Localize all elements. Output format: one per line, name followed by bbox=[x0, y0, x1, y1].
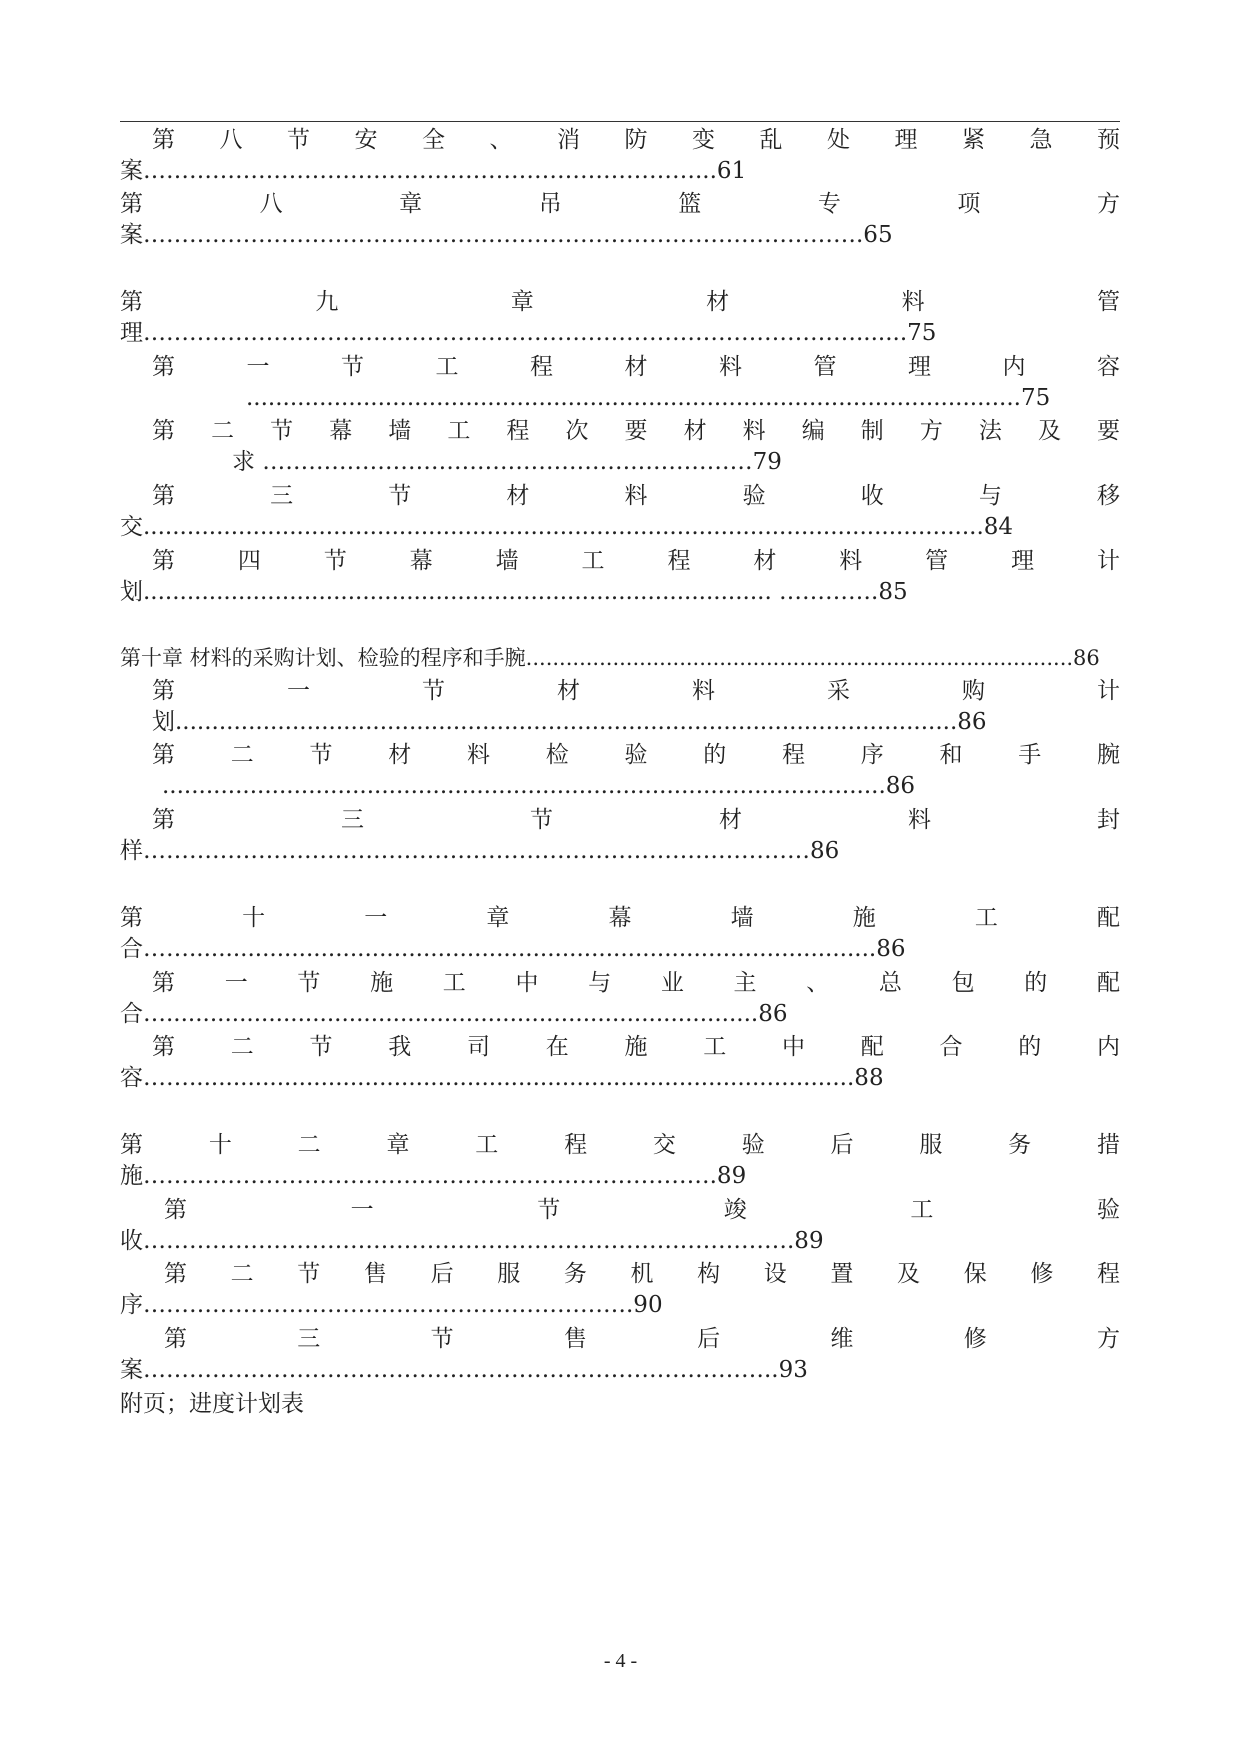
toc-char: 程 bbox=[667, 548, 691, 574]
toc-char: 项 bbox=[957, 191, 981, 217]
toc-char: 理 bbox=[908, 354, 931, 380]
toc-entry-c11-leader: 合……..............................................................................................86 bbox=[120, 936, 906, 962]
toc-char: 的 bbox=[1024, 970, 1048, 996]
toc-char: 章 bbox=[486, 905, 510, 931]
toc-char: 要 bbox=[1097, 418, 1120, 444]
toc-entry-s9-4-heading bbox=[152, 546, 1120, 576]
toc-char: 八 bbox=[219, 127, 243, 153]
toc-char: 法 bbox=[978, 418, 1002, 444]
toc-char: 节 bbox=[297, 1261, 321, 1287]
toc-char: 二 bbox=[230, 1261, 254, 1287]
toc-char: 章 bbox=[399, 191, 423, 217]
toc-char: 吊 bbox=[538, 191, 562, 217]
toc-char: 节 bbox=[287, 127, 310, 153]
toc-char: 墙 bbox=[730, 905, 754, 931]
toc-char: 材 bbox=[506, 483, 530, 509]
toc-char: 幕 bbox=[409, 548, 433, 574]
toc-entry-s8-8-leader: 案………………………………………………………………...61 bbox=[120, 158, 747, 184]
toc-char: 置 bbox=[830, 1261, 854, 1287]
toc-char: 第 bbox=[152, 807, 175, 833]
toc-char: 第 bbox=[152, 678, 175, 704]
toc-char: 篮 bbox=[678, 191, 702, 217]
toc-char: 采 bbox=[827, 678, 850, 704]
toc-entry-c12-heading bbox=[120, 1130, 1120, 1160]
toc-char: 料 bbox=[839, 548, 863, 574]
toc-char: 紧 bbox=[962, 127, 985, 153]
toc-entry-s12-3-leader: 案………………………………………………………………………..93 bbox=[120, 1357, 808, 1383]
toc-char: 节 bbox=[537, 1197, 561, 1223]
toc-char: 节 bbox=[297, 970, 321, 996]
toc-entry-s8-8-heading bbox=[152, 125, 1120, 155]
toc-char: 第 bbox=[152, 483, 175, 509]
toc-char: 管 bbox=[1096, 289, 1120, 315]
toc-char: 料 bbox=[467, 742, 490, 768]
toc-char: 主 bbox=[733, 970, 757, 996]
toc-char: 的 bbox=[1018, 1034, 1042, 1060]
toc-entry-c8-heading bbox=[120, 189, 1120, 219]
toc-char: 二 bbox=[211, 418, 235, 444]
toc-entry-s12-2-heading bbox=[164, 1259, 1120, 1289]
toc-char: 材 bbox=[706, 289, 730, 315]
toc-char: 材 bbox=[753, 548, 777, 574]
toc-char: 包 bbox=[951, 970, 975, 996]
toc-char: 材 bbox=[719, 807, 742, 833]
toc-char: 第 bbox=[120, 1132, 143, 1158]
toc-char: 墙 bbox=[388, 418, 412, 444]
toc-char: 幕 bbox=[608, 905, 632, 931]
toc-char: 封 bbox=[1097, 807, 1120, 833]
toc-char: 配 bbox=[1097, 905, 1120, 931]
toc-char: 合 bbox=[939, 1034, 963, 1060]
toc-char: 节 bbox=[388, 483, 412, 509]
toc-char: 节 bbox=[270, 418, 294, 444]
toc-char: 务 bbox=[1008, 1132, 1032, 1158]
toc-char: 三 bbox=[341, 807, 364, 833]
toc-char: 第 bbox=[120, 289, 143, 315]
toc-entry-s9-4-leader: 划...................................................................................... ………….85 bbox=[120, 579, 908, 605]
toc-char: 料 bbox=[624, 483, 648, 509]
toc-char: 验 bbox=[742, 483, 766, 509]
toc-entry-s9-1-leader: ..........................................................................................................75 bbox=[246, 385, 1051, 411]
toc-char: 修 bbox=[963, 1326, 987, 1352]
toc-char: 保 bbox=[963, 1261, 987, 1287]
toc-char: 第 bbox=[164, 1197, 187, 1223]
toc-char: 工 bbox=[435, 354, 459, 380]
toc-entry-c11-heading bbox=[120, 903, 1120, 933]
toc-char: 安 bbox=[354, 127, 378, 153]
toc-char: 收 bbox=[860, 483, 884, 509]
toc-entry-s11-1-leader: 合….................................................................................86 bbox=[120, 1001, 788, 1027]
toc-char: 及 bbox=[897, 1261, 921, 1287]
toc-char: 工 bbox=[581, 548, 605, 574]
toc-char: 工 bbox=[703, 1034, 727, 1060]
toc-entry-s9-3-heading bbox=[152, 481, 1120, 511]
toc-char: 制 bbox=[860, 418, 884, 444]
toc-char: 与 bbox=[978, 483, 1002, 509]
toc-char: 节 bbox=[422, 678, 445, 704]
toc-char: 程 bbox=[506, 418, 530, 444]
toc-char: 第 bbox=[120, 191, 143, 217]
toc-entry-s12-3-heading bbox=[164, 1324, 1120, 1354]
toc-char: 、 bbox=[806, 970, 830, 996]
toc-char: 程 bbox=[1096, 1261, 1120, 1287]
toc-char: 服 bbox=[497, 1261, 521, 1287]
toc-char: 一 bbox=[287, 678, 310, 704]
toc-char: 节 bbox=[323, 548, 347, 574]
toc-char: 容 bbox=[1097, 354, 1120, 380]
toc-char: 节 bbox=[430, 1326, 454, 1352]
toc-char: 后 bbox=[697, 1326, 721, 1352]
toc-entry-s10-3-heading bbox=[152, 805, 1120, 835]
toc-char: 次 bbox=[565, 418, 589, 444]
toc-char: 专 bbox=[817, 191, 841, 217]
toc-char: 验 bbox=[741, 1132, 765, 1158]
toc-entry-s10-3-leader: 样……………………………………………………………………………86 bbox=[120, 838, 840, 864]
toc-char: 管 bbox=[813, 354, 837, 380]
toc-char: 要 bbox=[624, 418, 648, 444]
toc-entry-s9-1-heading bbox=[152, 352, 1120, 382]
toc-char: 构 bbox=[697, 1261, 721, 1287]
toc-char: 料 bbox=[742, 418, 766, 444]
toc-char: 十 bbox=[208, 1132, 232, 1158]
toc-char: 第 bbox=[164, 1261, 187, 1287]
toc-char: 第 bbox=[152, 742, 175, 768]
toc-char: 材 bbox=[624, 354, 648, 380]
toc-char: 验 bbox=[624, 742, 648, 768]
toc-entry-c9-leader: 理………………………………………………………………………………….......75 bbox=[120, 320, 937, 346]
page-number: - 4 - bbox=[603, 1650, 638, 1672]
toc-char: 购 bbox=[962, 678, 985, 704]
toc-char: 程 bbox=[564, 1132, 588, 1158]
toc-char: 第 bbox=[164, 1326, 187, 1352]
toc-char: 配 bbox=[1096, 970, 1120, 996]
toc-char: 验 bbox=[1096, 1197, 1120, 1223]
toc-char: 一 bbox=[350, 1197, 374, 1223]
toc-char: 工 bbox=[910, 1197, 934, 1223]
toc-entry-s11-1-heading bbox=[152, 968, 1120, 998]
toc-char: 第 bbox=[152, 548, 175, 574]
toc-char: 及 bbox=[1037, 418, 1061, 444]
toc-char: 配 bbox=[860, 1034, 884, 1060]
toc-char: 工 bbox=[447, 418, 471, 444]
toc-char: 我 bbox=[388, 1034, 412, 1060]
toc-char: 墙 bbox=[495, 548, 519, 574]
toc-entry-s10-2-heading bbox=[152, 740, 1120, 770]
toc-char: 中 bbox=[515, 970, 539, 996]
toc-entry-s10-1-leader: 划...........................................................................................................86 bbox=[152, 709, 987, 735]
toc-char: 第 bbox=[152, 127, 175, 153]
toc-char: 理 bbox=[1011, 548, 1035, 574]
toc-char: 施 bbox=[852, 905, 876, 931]
toc-entry-s9-2-heading bbox=[152, 416, 1120, 446]
toc-char: 司 bbox=[467, 1034, 490, 1060]
toc-char: 总 bbox=[878, 970, 902, 996]
toc-char: 售 bbox=[363, 1261, 387, 1287]
header-rule bbox=[120, 121, 1120, 122]
toc-char: 在 bbox=[545, 1034, 569, 1060]
toc-char: 材 bbox=[388, 742, 412, 768]
toc-entry-s12-1-leader: 收………………………………………………………………………….89 bbox=[120, 1228, 824, 1254]
toc-char: 的 bbox=[703, 742, 727, 768]
toc-char: 序 bbox=[860, 742, 884, 768]
toc-char: 设 bbox=[763, 1261, 787, 1287]
toc-char: 一 bbox=[224, 970, 248, 996]
toc-char: 交 bbox=[652, 1132, 676, 1158]
toc-char: 与 bbox=[588, 970, 612, 996]
toc-char: 材 bbox=[557, 678, 580, 704]
toc-char: 维 bbox=[830, 1326, 854, 1352]
toc-char: 节 bbox=[309, 742, 333, 768]
toc-char: 章 bbox=[510, 289, 534, 315]
toc-char: 方 bbox=[919, 418, 943, 444]
toc-char: 竣 bbox=[723, 1197, 747, 1223]
toc-char: 计 bbox=[1097, 678, 1120, 704]
toc-char: 检 bbox=[545, 742, 569, 768]
toc-char: 第 bbox=[152, 354, 175, 380]
toc-char: 编 bbox=[801, 418, 825, 444]
toc-char: 料 bbox=[692, 678, 715, 704]
toc-char: 乱 bbox=[759, 127, 783, 153]
toc-char: 幕 bbox=[329, 418, 353, 444]
toc-char: 计 bbox=[1096, 548, 1120, 574]
toc-char: 料 bbox=[908, 807, 931, 833]
toc-char: 一 bbox=[364, 905, 388, 931]
toc-char: 腕 bbox=[1097, 742, 1120, 768]
toc-char: 第 bbox=[152, 1034, 175, 1060]
toc-char: 节 bbox=[309, 1034, 333, 1060]
toc-entry-s9-2-leader: 求 ………………………………………….……………79 bbox=[232, 449, 782, 475]
toc-char: 方 bbox=[1096, 191, 1120, 217]
toc-char: 十 bbox=[242, 905, 266, 931]
toc-char: 节 bbox=[530, 807, 553, 833]
toc-char: 工 bbox=[475, 1132, 499, 1158]
toc-char: 第 bbox=[120, 905, 143, 931]
toc-char: 消 bbox=[557, 127, 580, 153]
toc-char: 修 bbox=[1030, 1261, 1054, 1287]
toc-char: 第 bbox=[152, 418, 175, 444]
toc-char: 三 bbox=[297, 1326, 321, 1352]
toc-entry-s12-1-heading bbox=[164, 1195, 1120, 1225]
toc-char: 施 bbox=[624, 1034, 648, 1060]
toc-char: 措 bbox=[1096, 1132, 1120, 1158]
toc-char: 手 bbox=[1018, 742, 1042, 768]
toc-entry-c9-heading bbox=[120, 287, 1120, 317]
toc-char: 料 bbox=[901, 289, 925, 315]
toc-char: 售 bbox=[563, 1326, 587, 1352]
toc-char: 和 bbox=[939, 742, 963, 768]
toc-char: 二 bbox=[230, 1034, 254, 1060]
toc-char: 四 bbox=[237, 548, 261, 574]
toc-char: 管 bbox=[925, 548, 949, 574]
toc-entry-s11-2-leader: 容……...........................................................................................88 bbox=[120, 1065, 884, 1091]
toc-entry-appendix: 附页；进度计划表 bbox=[120, 1391, 304, 1417]
toc-char: 业 bbox=[660, 970, 684, 996]
toc-char: 理 bbox=[894, 127, 918, 153]
toc-char: 防 bbox=[624, 127, 648, 153]
toc-entry-s12-2-leader: 序……………………………………………………….90 bbox=[120, 1292, 663, 1318]
toc-char: 变 bbox=[692, 127, 715, 153]
toc-char: 中 bbox=[782, 1034, 805, 1060]
toc-char: 九 bbox=[315, 289, 339, 315]
toc-char: 急 bbox=[1029, 127, 1053, 153]
toc-char: 后 bbox=[430, 1261, 454, 1287]
toc-char: 章 bbox=[386, 1132, 410, 1158]
toc-char: 服 bbox=[919, 1132, 943, 1158]
toc-entry-s9-3-leader: 交...................................................................................................................84 bbox=[120, 514, 1014, 540]
toc-char: 、 bbox=[489, 127, 513, 153]
toc-char: 务 bbox=[563, 1261, 587, 1287]
toc-char: 第 bbox=[152, 970, 175, 996]
toc-entry-c12-leader: 施………………………….…………………….……………….89 bbox=[120, 1163, 747, 1189]
toc-entry-s10-1-heading bbox=[152, 676, 1120, 706]
toc-char: 后 bbox=[830, 1132, 854, 1158]
toc-char: 材 bbox=[683, 418, 707, 444]
toc-char: 三 bbox=[270, 483, 294, 509]
toc-entry-s10-2-leader: ...................................................................................................86 bbox=[162, 773, 916, 799]
toc-char: 机 bbox=[630, 1261, 654, 1287]
toc-char: 内 bbox=[1002, 354, 1026, 380]
toc-char: 一 bbox=[246, 354, 270, 380]
toc-char: 二 bbox=[297, 1132, 321, 1158]
toc-char: 程 bbox=[782, 742, 805, 768]
toc-char: 移 bbox=[1097, 483, 1120, 509]
toc-char: 工 bbox=[442, 970, 466, 996]
toc-char: 处 bbox=[827, 127, 850, 153]
toc-char: 全 bbox=[422, 127, 445, 153]
toc-char: 节 bbox=[341, 354, 364, 380]
toc-entry-s11-2-heading bbox=[152, 1032, 1120, 1062]
toc-char: 二 bbox=[230, 742, 254, 768]
toc-char: 八 bbox=[259, 191, 283, 217]
toc-char: 施 bbox=[370, 970, 394, 996]
toc-char: 方 bbox=[1096, 1326, 1120, 1352]
toc-char: 程 bbox=[530, 354, 553, 380]
toc-char: 内 bbox=[1097, 1034, 1120, 1060]
toc-entry-c8-leader: 案………………………………………………………………………………….65 bbox=[120, 222, 893, 248]
toc-char: 预 bbox=[1097, 127, 1120, 153]
toc-char: 料 bbox=[719, 354, 742, 380]
toc-entry-c10: 第十章 材料的采购计划、检验的程序和手腕..................................................................................86 bbox=[120, 646, 1100, 670]
toc-char: 工 bbox=[974, 905, 998, 931]
